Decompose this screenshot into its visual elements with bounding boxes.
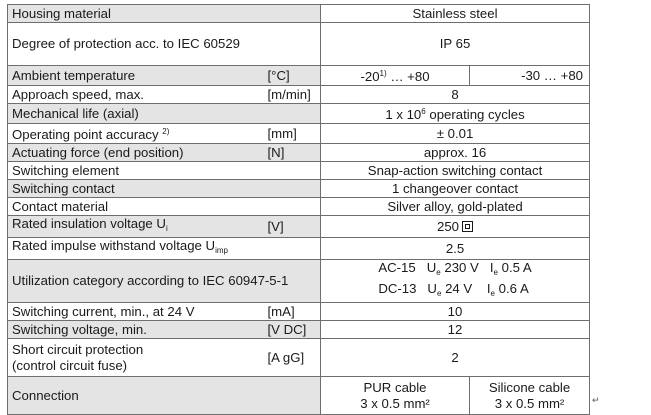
insulation-value-text: 250 — [437, 218, 460, 234]
pur-cable-line2: 3 x 0.5 mm² — [360, 395, 430, 411]
row-connection — [8, 377, 590, 415]
row-utilization-category — [8, 260, 590, 303]
dc13-i-symbol: I — [486, 281, 491, 296]
label-ambient-temperature: Ambient temperature — [8, 66, 264, 86]
value-contact-material: Silver alloy, gold-plated — [321, 198, 590, 216]
row-switching-voltage-min — [8, 321, 590, 339]
value-connection-pur — [321, 377, 470, 415]
unit-ambient-temperature: [°C] — [264, 66, 321, 86]
unit-mechanical-life — [264, 104, 321, 124]
row-rated-impulse-voltage — [8, 238, 590, 260]
dc13-i-sub: e — [490, 289, 495, 298]
label-connection: Connection — [8, 377, 321, 415]
row-ambient-temperature — [8, 66, 590, 86]
row-actuating-force — [8, 144, 590, 162]
utilization-dc13 — [378, 281, 531, 302]
insulation-label-text: Rated insulation voltage U — [12, 216, 166, 231]
ac15-u-symbol: U — [426, 260, 437, 275]
label-switching-current-min: Switching current, min., at 24 V — [8, 303, 264, 321]
label-utilization-category: Utilization category according to IEC 60947-5-1 — [8, 260, 321, 303]
value-switching-voltage-min: 12 — [321, 321, 590, 339]
unit-switching-current-min: [mA] — [264, 303, 321, 321]
short-circuit-label-line2: (control circuit fuse) — [12, 357, 128, 373]
unit-approach-speed: [m/min] — [264, 86, 321, 104]
unit-operating-point-accuracy: [mm] — [264, 124, 321, 144]
label-mechanical-life: Mechanical life (axial) — [8, 104, 264, 124]
ac15-category: AC-15 — [378, 260, 416, 275]
accuracy-label-text: Operating point accuracy — [12, 127, 159, 142]
value-approach-speed: 8 — [321, 86, 590, 104]
label-switching-element: Switching element — [8, 162, 321, 180]
row-switching-current-min — [8, 303, 590, 321]
ac15-i-symbol: I — [489, 260, 494, 275]
row-switching-element — [8, 162, 590, 180]
value-utilization-category — [321, 260, 590, 303]
dc13-current: 0.6 A — [498, 281, 529, 296]
mech-life-post: operating cycles — [425, 107, 525, 122]
double-insulation-icon — [462, 221, 473, 232]
row-short-circuit-protection — [8, 339, 590, 377]
ac15-i-sub: e — [493, 268, 498, 277]
insulation-label-sub: i — [165, 224, 168, 233]
value-connection-silicone — [470, 377, 590, 415]
impulse-label-text: Rated impulse withstand voltage U — [12, 238, 216, 253]
ambient-a-post: … +80 — [386, 69, 430, 84]
impulse-label-sub: imp — [215, 246, 228, 255]
unit-actuating-force: [N] — [264, 144, 321, 162]
spec-table — [7, 4, 590, 415]
value-actuating-force: approx. 16 — [321, 144, 590, 162]
label-housing-material: Housing material — [8, 5, 321, 23]
label-rated-insulation-voltage — [8, 216, 264, 238]
row-contact-material — [8, 198, 590, 216]
value-rated-insulation-voltage — [321, 216, 590, 238]
paragraph-mark-icon: ↵ — [592, 395, 600, 405]
ac15-current: 0.5 A — [501, 260, 532, 275]
label-rated-impulse-voltage — [8, 238, 321, 260]
dc13-u-sub: e — [436, 289, 442, 298]
dc13-u-symbol: U — [427, 281, 437, 296]
mech-life-pre: 1 x 10 — [385, 107, 422, 122]
row-protection — [8, 23, 590, 66]
ac15-u-sub: e — [436, 268, 441, 277]
unit-short-circuit-protection: [A gG] — [264, 339, 321, 377]
row-switching-contact — [8, 180, 590, 198]
value-ambient-temperature-a — [321, 66, 470, 86]
value-switching-current-min: 10 — [321, 303, 590, 321]
ambient-a-pre: -20 — [360, 69, 380, 84]
value-operating-point-accuracy: ± 0.01 — [321, 124, 590, 144]
unit-switching-voltage-min: [V DC] — [264, 321, 321, 339]
mech-life-exp: 6 — [421, 107, 426, 116]
row-rated-insulation-voltage — [8, 216, 590, 238]
accuracy-footnote: 2) — [162, 127, 170, 136]
value-short-circuit-protection: 2 — [321, 339, 590, 377]
dc13-voltage: 24 V — [445, 281, 473, 296]
label-switching-voltage-min: Switching voltage, min. — [8, 321, 264, 339]
label-approach-speed: Approach speed, max. — [8, 86, 264, 104]
ac15-voltage: 230 V — [444, 260, 479, 275]
value-protection: IP 65 — [321, 23, 590, 66]
label-protection: Degree of protection acc. to IEC 60529 — [8, 23, 321, 66]
pur-cable-line1: PUR cable — [363, 379, 427, 395]
ambient-a-footnote: 1) — [379, 69, 387, 78]
label-operating-point-accuracy — [8, 124, 264, 144]
label-actuating-force: Actuating force (end position) — [8, 144, 264, 162]
dc13-category: DC-13 — [378, 281, 417, 296]
row-housing-material — [8, 5, 590, 23]
silicone-cable-line2: 3 x 0.5 mm² — [494, 395, 565, 411]
label-short-circuit-protection — [8, 339, 264, 377]
short-circuit-label-line1: Short circuit protection — [12, 341, 144, 357]
label-switching-contact: Switching contact — [8, 180, 321, 198]
value-ambient-temperature-b: -30 … +80 — [470, 66, 590, 86]
row-approach-speed — [8, 86, 590, 104]
value-switching-contact: 1 changeover contact — [321, 180, 590, 198]
label-contact-material: Contact material — [8, 198, 321, 216]
value-rated-impulse-voltage: 2.5 — [321, 238, 590, 260]
value-housing-material: Stainless steel — [321, 5, 590, 23]
unit-rated-insulation-voltage: [V] — [264, 216, 321, 238]
row-mechanical-life — [8, 104, 590, 124]
value-switching-element: Snap-action switching contact — [321, 162, 590, 180]
silicone-cable-line1: Silicone cable — [488, 379, 571, 395]
row-operating-point-accuracy — [8, 124, 590, 144]
utilization-ac15 — [378, 260, 531, 281]
value-mechanical-life — [321, 104, 590, 124]
utilization-lines — [378, 260, 531, 302]
